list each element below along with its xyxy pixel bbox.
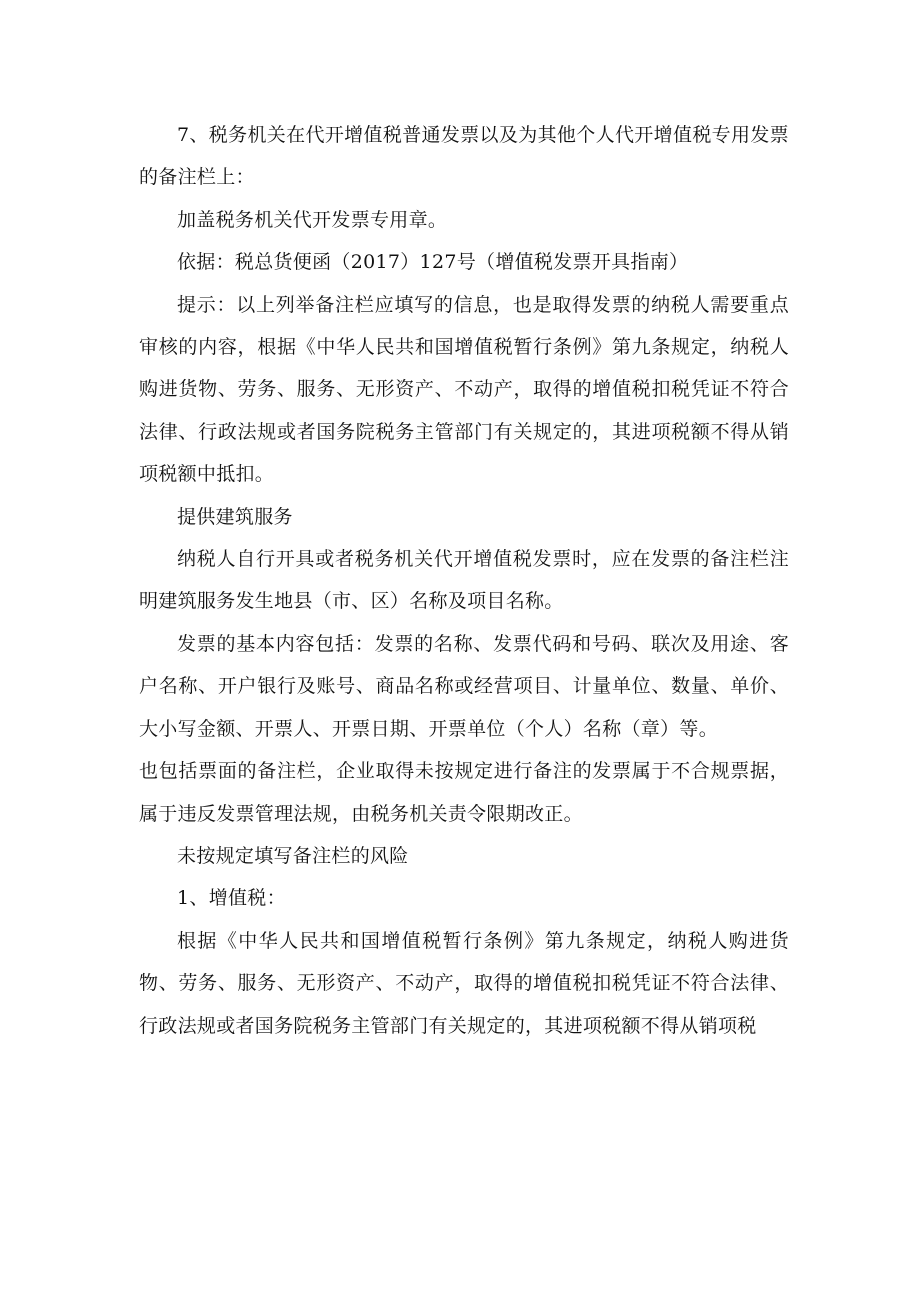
paragraph-construction-note: 纳税人自行开具或者税务机关代开增值税发票时，应在发票的备注栏注明建筑服务发生地县（市、区）名称及项目名称。 — [139, 548, 789, 613]
heading-vat: 1、增值税： — [177, 887, 286, 910]
paragraph-remarks-compliance: 也包括票面的备注栏，企业取得未按规定进行备注的发票属于不合规票据，属于违反发票管理法规，由税务机关责令限期改正。 — [139, 760, 789, 825]
paragraph-stamp-requirement: 加盖税务机关代开发票专用章。 — [177, 208, 448, 231]
paragraph-vat-regulation: 根据《中华人民共和国增值税暂行条例》第九条规定，纳税人购进货物、劳务、服务、无形资产、不动产，取得的增值税扣税凭证不符合法律、行政法规或者国务院税务主管部门有关规定的，其进项税额不得从销项税 — [139, 929, 789, 1037]
heading-risk: 未按规定填写备注栏的风险 — [177, 844, 409, 867]
paragraph-invoice-content: 发票的基本内容包括：发票的名称、发票代码和号码、联次及用途、客户名称、开户银行及账号、商品名称或经营项目、计量单位、数量、单价、大小写金额、开票人、开票日期、开票单位（个人）名称（章）等。 — [139, 632, 789, 740]
paragraph-tip: 提示：以上列举备注栏应填写的信息，也是取得发票的纳税人需要重点审核的内容，根据《中华人民共和国增值税暂行条例》第九条规定，纳税人购进货物、劳务、服务、无形资产、不动产，取得的增值税扣税凭证不符合法律、行政法规或者国务院税务主管部门有关规定的，其进项税额不得从销项税额中抵扣。 — [139, 293, 789, 486]
paragraph-basis: 依据：税总货便函（2017）127号（增值税发票开具指南） — [177, 251, 689, 274]
paragraph-item-7-annotation: 7、税务机关在代开增值税普通发票以及为其他个人代开增值税专用发票的备注栏上： — [139, 124, 789, 189]
heading-construction-services: 提供建筑服务 — [177, 505, 293, 528]
document-body — [139, 114, 789, 1047]
